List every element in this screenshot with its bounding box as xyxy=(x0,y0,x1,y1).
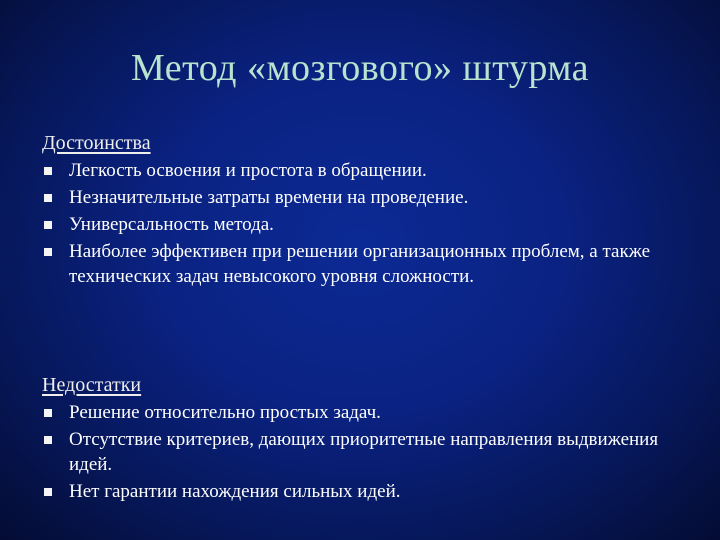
disadvantages-section xyxy=(42,372,692,504)
square-bullet-icon xyxy=(44,248,52,256)
list-item-text: Нет гарантии нахождения сильных идей. xyxy=(69,481,401,502)
slide-title: Метод «мозгового» штурма xyxy=(131,47,589,89)
list-item xyxy=(42,427,692,477)
square-bullet-icon xyxy=(44,409,52,417)
list-item xyxy=(42,400,692,425)
advantages-list xyxy=(42,158,692,289)
square-bullet-icon xyxy=(44,194,52,202)
list-item xyxy=(42,185,692,210)
list-item-text: Универсальность метода. xyxy=(69,214,274,235)
square-bullet-icon xyxy=(44,221,52,229)
list-item-text: Легкость освоения и простота в обращении. xyxy=(69,160,427,181)
square-bullet-icon xyxy=(44,488,52,496)
list-item xyxy=(42,212,692,237)
list-item-text: Наиболее эффективен при решении организационных проблем, а также технических задач невысокого уровня сложности. xyxy=(69,241,651,287)
list-item xyxy=(42,239,692,289)
advantages-section xyxy=(42,130,692,289)
disadvantages-heading: Недостатки xyxy=(42,374,142,396)
list-item xyxy=(42,479,692,504)
advantages-heading: Достоинства xyxy=(42,132,151,154)
list-item-text: Незначительные затраты времени на проведение. xyxy=(69,187,469,208)
list-item-text: Решение относительно простых задач. xyxy=(69,402,381,423)
list-item xyxy=(42,158,692,183)
disadvantages-list xyxy=(42,400,692,504)
list-item-text: Отсутствие критериев, дающих приоритетные направления выдвижения идей. xyxy=(69,429,659,475)
square-bullet-icon xyxy=(44,436,52,444)
square-bullet-icon xyxy=(44,167,52,175)
